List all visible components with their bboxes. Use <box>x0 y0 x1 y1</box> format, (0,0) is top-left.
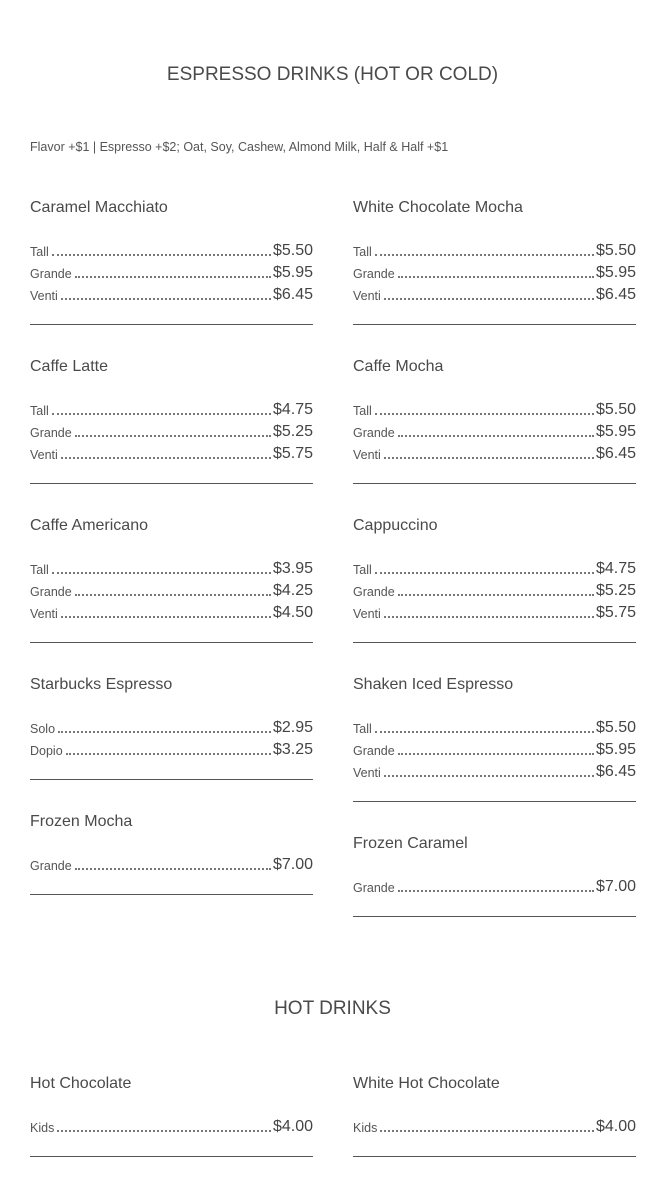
dot-leader <box>384 775 594 777</box>
price-row <box>353 737 636 759</box>
price-value: $3.25 <box>272 741 313 758</box>
item-name: Caffe Latte <box>30 358 108 375</box>
price-value: $5.75 <box>272 445 313 462</box>
price-row <box>30 1114 313 1136</box>
dot-leader <box>75 594 271 596</box>
size-label: Venti <box>353 766 381 780</box>
size-label: Tall <box>30 245 49 259</box>
size-label: Tall <box>353 245 372 259</box>
size-label: Tall <box>353 404 372 418</box>
size-label: Grande <box>30 267 72 281</box>
item-divider <box>30 483 313 484</box>
price-row <box>30 715 313 737</box>
item-divider <box>353 324 636 325</box>
espresso-left-column <box>30 198 313 927</box>
dot-leader <box>58 731 271 733</box>
item-name: Shaken Iced Espresso <box>353 676 514 693</box>
size-label: Grande <box>353 426 395 440</box>
item-divider <box>353 801 636 802</box>
price-row <box>30 397 313 419</box>
price-row <box>30 737 313 759</box>
size-label: Tall <box>30 563 49 577</box>
price-row <box>353 600 636 622</box>
item-divider <box>30 779 313 780</box>
dot-leader <box>380 1130 594 1132</box>
price-row <box>353 260 636 282</box>
price-row <box>353 1114 636 1136</box>
price-value: $5.95 <box>272 264 313 281</box>
dot-leader <box>384 616 594 618</box>
hot-drinks-right-column <box>353 1074 636 1189</box>
price-row <box>30 419 313 441</box>
price-value: $5.50 <box>595 401 636 418</box>
dot-leader <box>66 753 271 755</box>
dot-leader <box>384 457 594 459</box>
size-label: Grande <box>30 859 72 873</box>
espresso-right-column <box>353 198 636 949</box>
price-row <box>353 419 636 441</box>
item-name: White Hot Chocolate <box>353 1075 500 1092</box>
menu-item-caffe-latte <box>30 357 313 484</box>
price-value: $7.00 <box>595 878 636 895</box>
price-value: $5.95 <box>595 423 636 440</box>
price-row <box>30 238 313 260</box>
price-value: $6.45 <box>595 286 636 303</box>
menu-item-frozen-mocha <box>30 812 313 895</box>
price-value: $7.00 <box>272 856 313 873</box>
price-value: $6.45 <box>595 763 636 780</box>
price-row <box>30 852 313 874</box>
price-value: $5.95 <box>595 264 636 281</box>
price-value: $4.50 <box>272 604 313 621</box>
size-label: Tall <box>353 722 372 736</box>
price-value: $6.45 <box>595 445 636 462</box>
size-label: Tall <box>30 404 49 418</box>
menu-item-frozen-caramel <box>353 834 636 917</box>
item-name: Cappuccino <box>353 517 438 534</box>
price-value: $5.50 <box>595 242 636 259</box>
menu-item-starbucks-espresso <box>30 675 313 780</box>
dot-leader <box>52 254 271 256</box>
size-label: Tall <box>353 563 372 577</box>
item-divider <box>30 894 313 895</box>
price-row <box>30 282 313 304</box>
price-row <box>353 441 636 463</box>
menu-item-cappuccino <box>353 516 636 643</box>
size-label: Grande <box>30 585 72 599</box>
item-divider <box>353 916 636 917</box>
espresso-menu-columns <box>30 198 636 949</box>
item-divider <box>353 483 636 484</box>
item-name: Caffe Mocha <box>353 358 444 375</box>
price-row <box>353 874 636 896</box>
hot-drinks-menu-columns <box>30 1074 636 1189</box>
size-label: Solo <box>30 722 56 736</box>
price-row <box>353 238 636 260</box>
menu-item-white-hot-chocolate <box>353 1074 636 1157</box>
item-name: Hot Chocolate <box>30 1075 132 1092</box>
dot-leader <box>52 572 271 574</box>
price-row <box>30 260 313 282</box>
dot-leader <box>61 298 271 300</box>
dot-leader <box>398 890 594 892</box>
add-on-note: Flavor +$1 | Espresso +$2; Oat, Soy, Cashew, Almond Milk, Half & Half +$1 <box>30 140 449 154</box>
size-label: Kids <box>353 1121 378 1135</box>
dot-leader <box>398 435 594 437</box>
price-row <box>353 397 636 419</box>
price-value: $3.95 <box>272 560 313 577</box>
price-row <box>30 578 313 600</box>
dot-leader <box>61 616 271 618</box>
price-row <box>30 556 313 578</box>
section-title-hot-drinks: HOT DRINKS <box>274 998 391 1019</box>
dot-leader <box>75 435 271 437</box>
size-label: Dopio <box>30 744 63 758</box>
item-name: Caffe Americano <box>30 517 148 534</box>
dot-leader <box>57 1130 271 1132</box>
price-value: $4.00 <box>595 1118 636 1135</box>
price-value: $5.75 <box>595 604 636 621</box>
price-value: $4.25 <box>272 582 313 599</box>
price-value: $5.50 <box>272 242 313 259</box>
item-divider <box>30 324 313 325</box>
size-label: Venti <box>353 448 381 462</box>
menu-item-shaken-iced-espresso <box>353 675 636 802</box>
size-label: Grande <box>30 426 72 440</box>
size-label: Grande <box>353 881 395 895</box>
price-value: $5.25 <box>272 423 313 440</box>
dot-leader <box>398 753 594 755</box>
item-name: Frozen Caramel <box>353 835 468 852</box>
price-value: $5.95 <box>595 741 636 758</box>
price-row <box>353 556 636 578</box>
size-label: Venti <box>30 289 58 303</box>
dot-leader <box>52 413 271 415</box>
menu-item-caffe-mocha <box>353 357 636 484</box>
item-divider <box>353 1156 636 1157</box>
price-row <box>353 715 636 737</box>
price-row <box>30 441 313 463</box>
size-label: Kids <box>30 1121 55 1135</box>
price-value: $6.45 <box>272 286 313 303</box>
price-row <box>30 600 313 622</box>
dot-leader <box>375 572 594 574</box>
price-row <box>353 759 636 781</box>
menu-item-caramel-macchiato <box>30 198 313 325</box>
hot-drinks-left-column <box>30 1074 313 1189</box>
price-value: $5.50 <box>595 719 636 736</box>
size-label: Venti <box>353 607 381 621</box>
section-title-espresso: ESPRESSO DRINKS (HOT OR COLD) <box>166 64 499 85</box>
item-divider <box>30 1156 313 1157</box>
item-divider <box>30 642 313 643</box>
price-value: $4.00 <box>272 1118 313 1135</box>
size-label: Grande <box>353 585 395 599</box>
item-name: White Chocolate Mocha <box>353 199 523 216</box>
dot-leader <box>375 731 594 733</box>
size-label: Grande <box>353 744 395 758</box>
price-value: $5.25 <box>595 582 636 599</box>
item-name: Caramel Macchiato <box>30 199 168 216</box>
price-row <box>353 282 636 304</box>
item-name: Starbucks Espresso <box>30 676 173 693</box>
dot-leader <box>75 276 271 278</box>
menu-item-white-chocolate-mocha <box>353 198 636 325</box>
price-value: $4.75 <box>595 560 636 577</box>
size-label: Venti <box>30 607 58 621</box>
dot-leader <box>375 254 594 256</box>
size-label: Venti <box>353 289 381 303</box>
dot-leader <box>398 594 594 596</box>
menu-item-hot-chocolate <box>30 1074 313 1157</box>
dot-leader <box>384 298 594 300</box>
size-label: Venti <box>30 448 58 462</box>
item-name: Frozen Mocha <box>30 813 133 830</box>
dot-leader <box>75 868 271 870</box>
price-row <box>353 578 636 600</box>
dot-leader <box>398 276 594 278</box>
dot-leader <box>375 413 594 415</box>
price-value: $4.75 <box>272 401 313 418</box>
item-divider <box>353 642 636 643</box>
menu-item-caffe-americano <box>30 516 313 643</box>
size-label: Grande <box>353 267 395 281</box>
dot-leader <box>61 457 271 459</box>
price-value: $2.95 <box>272 719 313 736</box>
